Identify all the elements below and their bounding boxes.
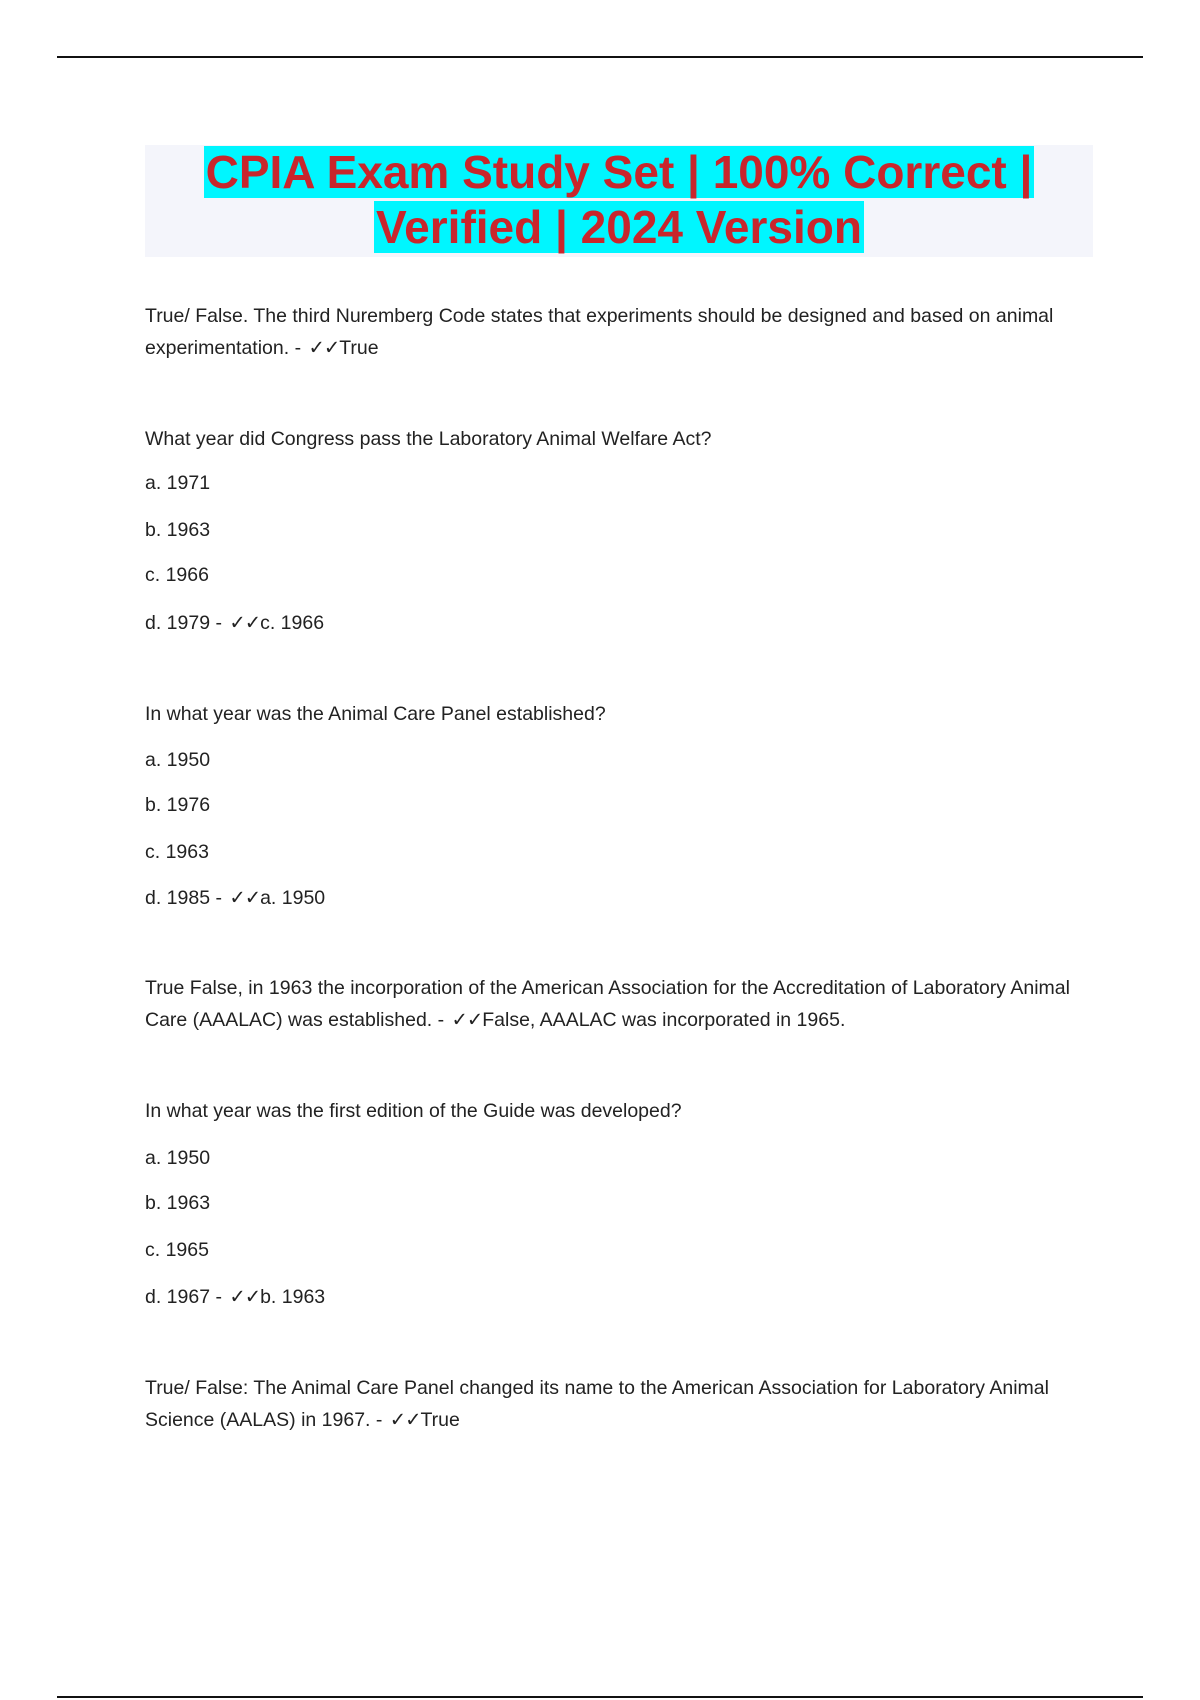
question-3: In what year was the Animal Care Panel established? [145,703,606,725]
top-rule [57,56,1143,58]
question-3-option-b: b. 1976 [145,794,211,816]
answer-3: a. 1950 [260,887,326,909]
check-icon: ✓✓ [229,887,261,909]
question-2: What year did Congress pass the Laboratory Animal Welfare Act? [145,428,712,450]
question-6: True/ False: The Animal Care Panel changed its name to the American Association for Laboratory Animal Science (AALAS) in 1967. - ✓✓True [145,1377,1049,1431]
question-3-option-a: a. 1950 [145,749,211,771]
question-5-option-c: c. 1965 [145,1239,209,1261]
question-2-option-c: c. 1966 [145,564,209,586]
document-title [145,145,1093,257]
answer-1: True [339,337,379,359]
question-4: True False, in 1963 the incorporation of the American Association for the Accreditation of Laboratory Animal Care (AAALAC) was established. - ✓✓False, AAALAC was incorporated in 1965. [145,977,1070,1031]
question-3-option-c: c. 1963 [145,841,209,863]
question-3-option-d: d. 1985 - ✓✓a. 1950 [145,887,326,909]
check-icon: ✓✓ [229,612,261,634]
answer-2: c. 1966 [260,612,325,634]
answer-6: True [420,1409,460,1431]
question-5: In what year was the first edition of the Guide was developed? [145,1100,682,1122]
question-1: True/ False. The third Nuremberg Code states that experiments should be designed and based on animal experimentation. - ✓✓True [145,305,1054,359]
check-icon: ✓✓ [229,1286,261,1308]
question-2-option-a: a. 1971 [145,472,211,494]
question-5-option-a: a. 1950 [145,1147,211,1169]
question-2-option-d: d. 1979 - ✓✓c. 1966 [145,612,325,634]
answer-5: b. 1963 [260,1286,326,1308]
question-2-option-b: b. 1963 [145,519,211,541]
title-line-1: CPIA Exam Study Set | 100% Correct | [205,146,1033,198]
question-5-option-d: d. 1967 - ✓✓b. 1963 [145,1286,326,1308]
check-icon: ✓✓ [451,1009,483,1031]
bottom-rule [57,1696,1143,1698]
question-5-option-b: b. 1963 [145,1192,211,1214]
title-line-2: Verified | 2024 Version [376,201,862,253]
answer-4: False, AAALAC was incorporated in 1965. [482,1009,846,1031]
check-icon: ✓✓ [308,337,340,359]
check-icon: ✓✓ [389,1409,421,1431]
